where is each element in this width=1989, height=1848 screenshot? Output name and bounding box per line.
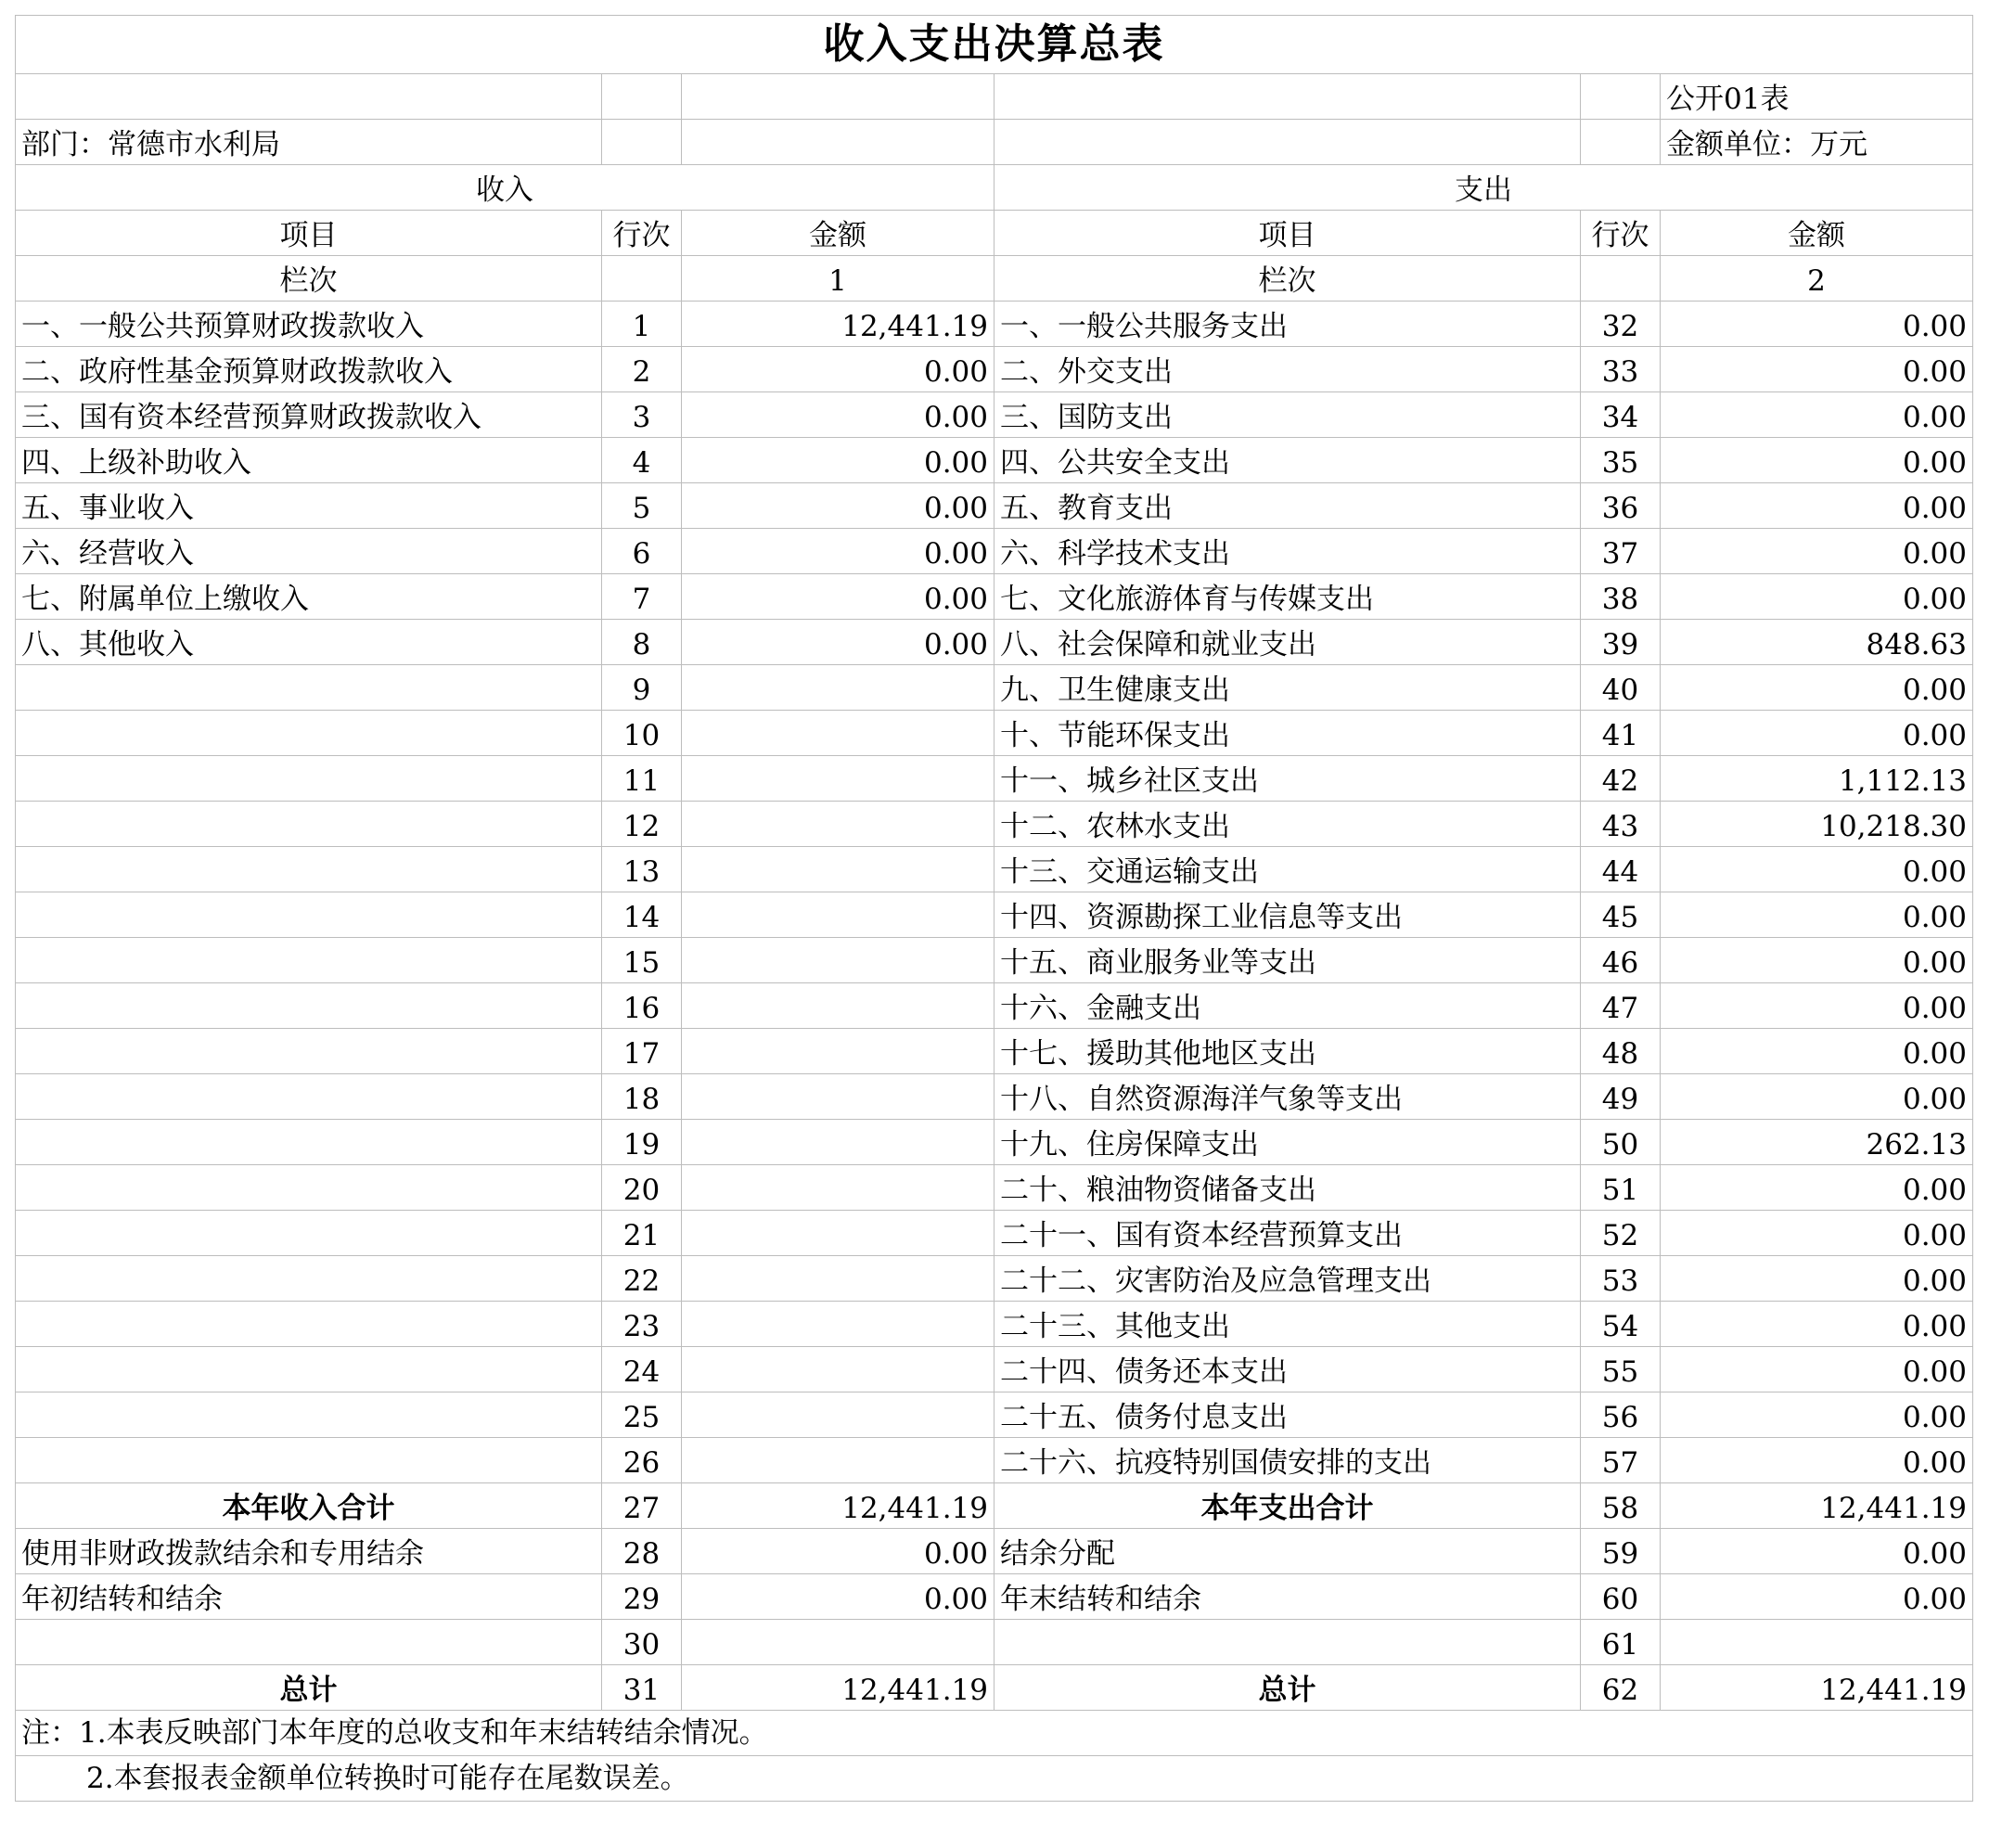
income-amount-cell: 0.00 — [682, 620, 994, 665]
income-amount-cell — [682, 1256, 994, 1302]
expense-item-cell: 六、科学技术支出 — [994, 529, 1581, 574]
expense-amount-cell: 1,112.13 — [1661, 756, 1973, 802]
expense-column-index: 2 — [1661, 256, 1973, 302]
table-row — [16, 665, 1973, 711]
income-amount-cell: 12,441.19 — [682, 1665, 994, 1711]
income-item-cell — [16, 665, 602, 711]
expense-item-cell: 年末结转和结余 — [994, 1574, 1581, 1620]
income-amount-cell — [682, 983, 994, 1029]
expense-line-cell: 52 — [1581, 1211, 1661, 1256]
expense-line-cell: 60 — [1581, 1574, 1661, 1620]
table-row — [16, 1574, 1973, 1620]
expense-line-cell: 45 — [1581, 892, 1661, 938]
income-line-cell: 6 — [602, 529, 682, 574]
empty-cell — [602, 256, 682, 302]
income-item-cell: 使用非财政拨款结余和专用结余 — [16, 1529, 602, 1574]
table-row — [16, 1029, 1973, 1074]
income-amount-cell — [682, 1438, 994, 1483]
expense-column-index-label: 栏次 — [994, 256, 1581, 302]
income-line-cell: 15 — [602, 938, 682, 983]
expense-amount-cell — [1661, 1620, 1973, 1665]
expense-amount-header: 金额 — [1661, 211, 1973, 256]
income-amount-cell: 0.00 — [682, 438, 994, 483]
expense-line-header: 行次 — [1581, 211, 1661, 256]
income-item-cell: 本年收入合计 — [16, 1483, 602, 1529]
income-amount-cell — [682, 665, 994, 711]
table-row — [16, 347, 1973, 392]
income-amount-cell — [682, 1074, 994, 1120]
income-amount-cell — [682, 1029, 994, 1074]
empty-cell — [1581, 74, 1661, 120]
expense-item-cell: 二十六、抗疫特别国债安排的支出 — [994, 1438, 1581, 1483]
empty-cell — [682, 120, 994, 165]
income-item-cell: 六、经营收入 — [16, 529, 602, 574]
expense-amount-cell: 0.00 — [1661, 1438, 1973, 1483]
table-row — [16, 1347, 1973, 1392]
income-line-cell: 13 — [602, 847, 682, 892]
expense-line-cell: 44 — [1581, 847, 1661, 892]
table-row — [16, 892, 1973, 938]
expense-line-cell: 57 — [1581, 1438, 1661, 1483]
income-item-cell — [16, 1392, 602, 1438]
income-line-cell: 16 — [602, 983, 682, 1029]
expense-line-cell: 51 — [1581, 1165, 1661, 1211]
income-line-cell: 29 — [602, 1574, 682, 1620]
table-row — [16, 938, 1973, 983]
empty-cell — [602, 74, 682, 120]
expense-line-cell: 53 — [1581, 1256, 1661, 1302]
expense-line-cell: 32 — [1581, 302, 1661, 347]
income-amount-cell — [682, 938, 994, 983]
expense-amount-cell: 0.00 — [1661, 1211, 1973, 1256]
income-amount-cell: 12,441.19 — [682, 1483, 994, 1529]
income-amount-cell — [682, 1302, 994, 1347]
expense-amount-cell: 0.00 — [1661, 1574, 1973, 1620]
income-line-cell: 22 — [602, 1256, 682, 1302]
expense-line-cell: 46 — [1581, 938, 1661, 983]
expense-item-header: 项目 — [994, 211, 1581, 256]
page-title: 收入支出决算总表 — [16, 16, 1973, 74]
table-row — [16, 392, 1973, 438]
expense-item-cell — [994, 1620, 1581, 1665]
expense-line-cell: 43 — [1581, 802, 1661, 847]
table-row — [16, 1483, 1973, 1529]
table-row — [16, 983, 1973, 1029]
expense-item-cell: 七、文化旅游体育与传媒支出 — [994, 574, 1581, 620]
income-amount-cell — [682, 1211, 994, 1256]
note-row — [16, 1711, 1973, 1756]
income-line-cell: 24 — [602, 1347, 682, 1392]
expense-item-cell: 五、教育支出 — [994, 483, 1581, 529]
expense-amount-cell: 0.00 — [1661, 1256, 1973, 1302]
income-line-header: 行次 — [602, 211, 682, 256]
income-line-cell: 30 — [602, 1620, 682, 1665]
income-item-cell: 一、一般公共预算财政拨款收入 — [16, 302, 602, 347]
table-row — [16, 1302, 1973, 1347]
income-item-cell — [16, 1074, 602, 1120]
expense-item-cell: 三、国防支出 — [994, 392, 1581, 438]
table-row — [16, 1529, 1973, 1574]
empty-cell — [1581, 120, 1661, 165]
table-row — [16, 1074, 1973, 1120]
income-item-cell — [16, 1029, 602, 1074]
table-row — [16, 1165, 1973, 1211]
income-line-cell: 25 — [602, 1392, 682, 1438]
expense-item-cell: 二十五、债务付息支出 — [994, 1392, 1581, 1438]
table-row — [16, 620, 1973, 665]
expense-amount-cell: 0.00 — [1661, 392, 1973, 438]
table-row — [16, 302, 1973, 347]
income-line-cell: 1 — [602, 302, 682, 347]
income-line-cell: 26 — [602, 1438, 682, 1483]
expense-item-cell: 十九、住房保障支出 — [994, 1120, 1581, 1165]
income-line-cell: 9 — [602, 665, 682, 711]
note-row — [16, 1756, 1973, 1802]
table-row — [16, 1211, 1973, 1256]
income-amount-cell: 0.00 — [682, 347, 994, 392]
income-amount-cell: 0.00 — [682, 483, 994, 529]
expense-line-cell: 42 — [1581, 756, 1661, 802]
expense-item-cell: 四、公共安全支出 — [994, 438, 1581, 483]
empty-cell — [682, 74, 994, 120]
expense-item-cell: 十、节能环保支出 — [994, 711, 1581, 756]
income-item-cell: 四、上级补助收入 — [16, 438, 602, 483]
empty-cell — [602, 120, 682, 165]
income-amount-cell: 0.00 — [682, 392, 994, 438]
expense-item-cell: 二十三、其他支出 — [994, 1302, 1581, 1347]
income-amount-cell — [682, 711, 994, 756]
expense-item-cell: 二十一、国有资本经营预算支出 — [994, 1211, 1581, 1256]
income-amount-cell — [682, 756, 994, 802]
footnote: 2.本套报表金额单位转换时可能存在尾数误差。 — [16, 1756, 1973, 1802]
table-row — [16, 847, 1973, 892]
expense-line-cell: 58 — [1581, 1483, 1661, 1529]
expense-item-cell: 二十二、灾害防治及应急管理支出 — [994, 1256, 1581, 1302]
income-line-cell: 8 — [602, 620, 682, 665]
expense-amount-cell: 12,441.19 — [1661, 1483, 1973, 1529]
expense-line-cell: 48 — [1581, 1029, 1661, 1074]
unit-label: 金额单位：万元 — [1661, 120, 1973, 165]
income-item-cell — [16, 892, 602, 938]
income-line-cell: 23 — [602, 1302, 682, 1347]
expense-item-cell: 十二、农林水支出 — [994, 802, 1581, 847]
expense-amount-cell: 0.00 — [1661, 983, 1973, 1029]
income-amount-header: 金额 — [682, 211, 994, 256]
expense-item-cell: 本年支出合计 — [994, 1483, 1581, 1529]
table-row — [16, 483, 1973, 529]
table-row — [16, 1620, 1973, 1665]
empty-cell — [1581, 256, 1661, 302]
expense-amount-cell: 0.00 — [1661, 1302, 1973, 1347]
expense-item-cell: 十五、商业服务业等支出 — [994, 938, 1581, 983]
income-line-cell: 10 — [602, 711, 682, 756]
income-amount-cell: 0.00 — [682, 529, 994, 574]
income-line-cell: 2 — [602, 347, 682, 392]
expense-amount-cell: 262.13 — [1661, 1120, 1973, 1165]
income-line-cell: 31 — [602, 1665, 682, 1711]
expense-item-cell: 十一、城乡社区支出 — [994, 756, 1581, 802]
department-label: 部门：常德市水利局 — [16, 120, 602, 165]
expense-line-cell: 62 — [1581, 1665, 1661, 1711]
income-item-cell — [16, 1165, 602, 1211]
income-item-cell — [16, 711, 602, 756]
expense-line-cell: 39 — [1581, 620, 1661, 665]
expense-line-cell: 49 — [1581, 1074, 1661, 1120]
expense-amount-cell: 0.00 — [1661, 529, 1973, 574]
expense-line-cell: 59 — [1581, 1529, 1661, 1574]
income-column-index: 1 — [682, 256, 994, 302]
expense-amount-cell: 0.00 — [1661, 847, 1973, 892]
income-item-cell — [16, 1211, 602, 1256]
income-line-cell: 28 — [602, 1529, 682, 1574]
expense-amount-cell: 0.00 — [1661, 483, 1973, 529]
income-amount-cell — [682, 1347, 994, 1392]
income-item-cell — [16, 847, 602, 892]
expense-line-cell: 40 — [1581, 665, 1661, 711]
expense-line-cell: 50 — [1581, 1120, 1661, 1165]
expense-item-cell: 结余分配 — [994, 1529, 1581, 1574]
expense-line-cell: 56 — [1581, 1392, 1661, 1438]
expense-amount-cell: 0.00 — [1661, 938, 1973, 983]
income-amount-cell — [682, 1165, 994, 1211]
income-item-cell — [16, 938, 602, 983]
income-item-header: 项目 — [16, 211, 602, 256]
footnote: 注：1.本表反映部门本年度的总收支和年末结转结余情况。 — [16, 1711, 1973, 1756]
expense-line-cell: 54 — [1581, 1302, 1661, 1347]
expense-amount-cell: 0.00 — [1661, 438, 1973, 483]
income-amount-cell — [682, 1120, 994, 1165]
expense-item-cell: 十六、金融支出 — [994, 983, 1581, 1029]
income-expense-summary-table — [15, 15, 1973, 1802]
income-line-cell: 18 — [602, 1074, 682, 1120]
expense-line-cell: 35 — [1581, 438, 1661, 483]
expense-amount-cell: 0.00 — [1661, 1165, 1973, 1211]
income-amount-cell: 0.00 — [682, 574, 994, 620]
income-amount-cell: 12,441.19 — [682, 302, 994, 347]
income-item-cell: 年初结转和结余 — [16, 1574, 602, 1620]
expense-item-cell: 一、一般公共服务支出 — [994, 302, 1581, 347]
expense-line-cell: 34 — [1581, 392, 1661, 438]
expense-line-cell: 38 — [1581, 574, 1661, 620]
income-item-cell — [16, 756, 602, 802]
expense-line-cell: 33 — [1581, 347, 1661, 392]
income-line-cell: 4 — [602, 438, 682, 483]
income-item-cell — [16, 983, 602, 1029]
expense-item-cell: 二、外交支出 — [994, 347, 1581, 392]
income-item-cell: 八、其他收入 — [16, 620, 602, 665]
empty-cell — [994, 120, 1581, 165]
expense-item-cell: 二十四、债务还本支出 — [994, 1347, 1581, 1392]
income-line-cell: 20 — [602, 1165, 682, 1211]
table-row — [16, 529, 1973, 574]
expense-item-cell: 十八、自然资源海洋气象等支出 — [994, 1074, 1581, 1120]
income-amount-cell — [682, 1620, 994, 1665]
table-row — [16, 1665, 1973, 1711]
income-item-cell: 七、附属单位上缴收入 — [16, 574, 602, 620]
expense-line-cell: 37 — [1581, 529, 1661, 574]
income-item-cell: 二、政府性基金预算财政拨款收入 — [16, 347, 602, 392]
expense-amount-cell: 0.00 — [1661, 347, 1973, 392]
income-item-cell — [16, 1120, 602, 1165]
expense-amount-cell: 10,218.30 — [1661, 802, 1973, 847]
table-row — [16, 756, 1973, 802]
expense-amount-cell: 0.00 — [1661, 302, 1973, 347]
table-row — [16, 802, 1973, 847]
empty-cell — [994, 74, 1581, 120]
income-line-cell: 11 — [602, 756, 682, 802]
expense-amount-cell: 0.00 — [1661, 1029, 1973, 1074]
income-line-cell: 27 — [602, 1483, 682, 1529]
expense-amount-cell: 0.00 — [1661, 1074, 1973, 1120]
expense-item-cell: 八、社会保障和就业支出 — [994, 620, 1581, 665]
table-row — [16, 1256, 1973, 1302]
income-amount-cell: 0.00 — [682, 1529, 994, 1574]
expense-item-cell: 二十、粮油物资储备支出 — [994, 1165, 1581, 1211]
expense-amount-cell: 0.00 — [1661, 711, 1973, 756]
expense-item-cell: 九、卫生健康支出 — [994, 665, 1581, 711]
income-item-cell — [16, 1438, 602, 1483]
income-item-cell — [16, 1256, 602, 1302]
income-amount-cell — [682, 892, 994, 938]
expense-item-cell: 十四、资源勘探工业信息等支出 — [994, 892, 1581, 938]
income-line-cell: 21 — [602, 1211, 682, 1256]
expense-amount-cell: 0.00 — [1661, 1529, 1973, 1574]
table-row — [16, 1120, 1973, 1165]
income-line-cell: 12 — [602, 802, 682, 847]
income-amount-cell — [682, 847, 994, 892]
table-row — [16, 1392, 1973, 1438]
empty-cell — [16, 74, 602, 120]
income-item-cell — [16, 1302, 602, 1347]
expense-line-cell: 41 — [1581, 711, 1661, 756]
income-amount-cell: 0.00 — [682, 1574, 994, 1620]
expense-line-cell: 55 — [1581, 1347, 1661, 1392]
expense-amount-cell: 848.63 — [1661, 620, 1973, 665]
income-item-cell — [16, 1620, 602, 1665]
expense-amount-cell: 12,441.19 — [1661, 1665, 1973, 1711]
expense-amount-cell: 0.00 — [1661, 1392, 1973, 1438]
income-item-cell: 五、事业收入 — [16, 483, 602, 529]
expense-amount-cell: 0.00 — [1661, 665, 1973, 711]
table-row — [16, 1438, 1973, 1483]
expense-item-cell: 总计 — [994, 1665, 1581, 1711]
income-item-cell — [16, 1347, 602, 1392]
expense-line-cell: 61 — [1581, 1620, 1661, 1665]
expense-amount-cell: 0.00 — [1661, 892, 1973, 938]
expense-line-cell: 36 — [1581, 483, 1661, 529]
income-line-cell: 19 — [602, 1120, 682, 1165]
table-row — [16, 711, 1973, 756]
table-row — [16, 574, 1973, 620]
income-line-cell: 3 — [602, 392, 682, 438]
expense-section-header: 支出 — [994, 165, 1973, 211]
income-column-index-label: 栏次 — [16, 256, 602, 302]
income-line-cell: 17 — [602, 1029, 682, 1074]
expense-item-cell: 十七、援助其他地区支出 — [994, 1029, 1581, 1074]
income-line-cell: 14 — [602, 892, 682, 938]
expense-amount-cell: 0.00 — [1661, 1347, 1973, 1392]
income-item-cell: 三、国有资本经营预算财政拨款收入 — [16, 392, 602, 438]
income-amount-cell — [682, 1392, 994, 1438]
income-line-cell: 5 — [602, 483, 682, 529]
income-item-cell: 总计 — [16, 1665, 602, 1711]
expense-item-cell: 十三、交通运输支出 — [994, 847, 1581, 892]
income-item-cell — [16, 802, 602, 847]
income-line-cell: 7 — [602, 574, 682, 620]
income-amount-cell — [682, 802, 994, 847]
expense-amount-cell: 0.00 — [1661, 574, 1973, 620]
table-row — [16, 438, 1973, 483]
table-code: 公开01表 — [1661, 74, 1973, 120]
income-section-header: 收入 — [16, 165, 994, 211]
expense-line-cell: 47 — [1581, 983, 1661, 1029]
